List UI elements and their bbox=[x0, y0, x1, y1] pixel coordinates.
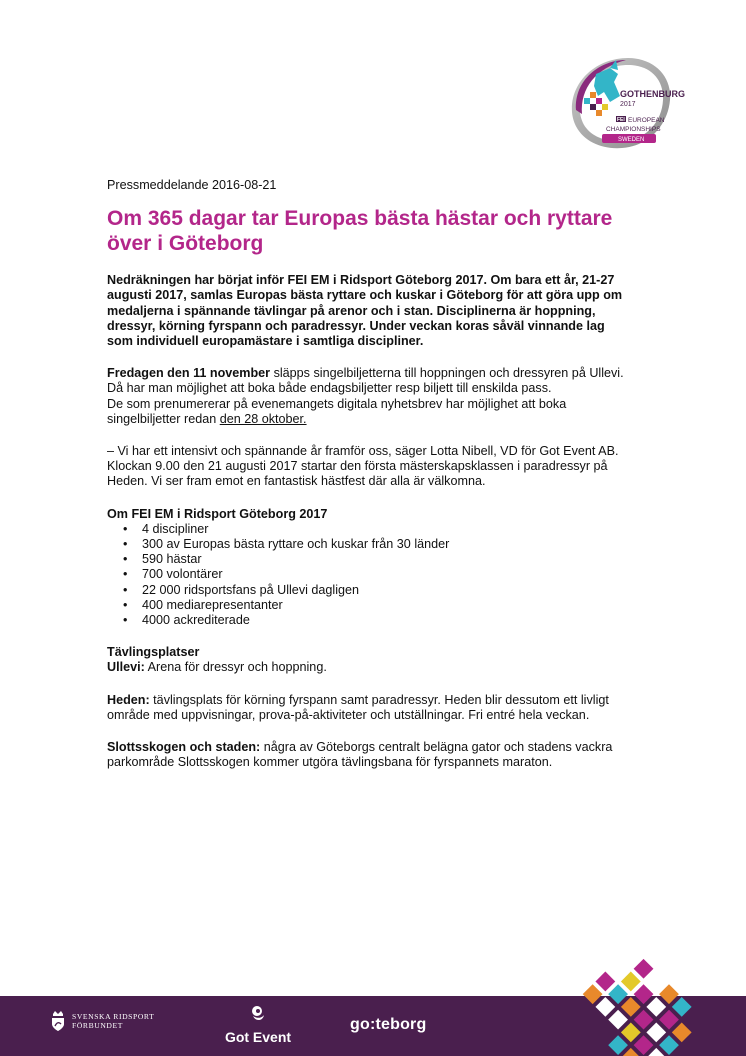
list-item: • 400 mediarepresentanter bbox=[123, 598, 627, 613]
list-item: • 700 volontärer bbox=[123, 567, 627, 582]
list-item: • 22 000 ridsportsfans på Ullevi dagligen bbox=[123, 583, 627, 598]
newsletter-paragraph bbox=[107, 397, 627, 427]
venue-ullevi-name: Ullevi: bbox=[107, 660, 145, 675]
ticket-date: Fredagen den 11 november bbox=[107, 366, 271, 381]
venues-heading: Tävlingsplatser bbox=[107, 645, 200, 660]
press-release-body bbox=[107, 178, 627, 770]
venue-heden-text: tävlingsplats för körning fyrspann samt paradressyr. Heden blir dessutom ett livligt område med uppvisningar, prova-på-aktiviteter och utställningar. Fri entré hela veckan. bbox=[107, 692, 609, 722]
venue-ullevi bbox=[107, 660, 627, 675]
gothenburg-2017-logo bbox=[566, 52, 685, 152]
got-event-logo bbox=[222, 1004, 294, 1045]
ticket-paragraph bbox=[107, 366, 627, 396]
lead-paragraph: Nedräkningen har börjat inför FEI EM i Ridsport Göteborg 2017. Om bara ett år, 21-27 augusti 2017, samlas Europas bästa ryttare och kuskar i Göteborg för att göra upp om medaljerna i spännande tävlingar på arenor och i stan. Disciplinerna är hoppning, dressyr, körning fyrspann och paradressyr. Under veckan koras såväl vinnande lag som individuell europamästare i samtliga discipliner. bbox=[107, 273, 623, 349]
ticket-text: släpps singelbiljetterna till hoppningen och dressyren på Ullevi. Då har man möjlighet att boka både endagsbiljetter resp biljett till enskilda pass. bbox=[107, 366, 624, 396]
logo-european: EUROPEAN bbox=[628, 117, 665, 124]
press-release-date: Pressmeddelande 2016-08-21 bbox=[107, 178, 277, 192]
venue-slottsskogen-name: Slottsskogen och staden: bbox=[107, 740, 261, 755]
venue-slottsskogen bbox=[107, 740, 627, 770]
logo-championships: CHAMPIONSHIPS bbox=[606, 126, 661, 133]
diamond-pattern-decoration bbox=[535, 996, 746, 1056]
logo-city: GOTHENBURG bbox=[620, 89, 685, 99]
list-item: • 4000 ackrediterade bbox=[123, 613, 627, 628]
list-item: • 590 hästar bbox=[123, 552, 627, 567]
list-item: • 300 av Europas bästa ryttare och kuskar från 30 länder bbox=[123, 537, 627, 552]
venue-slottsskogen-text: några av Göteborgs centralt belägna gator och stadens vackra parkområde Slottsskogen kommer utgöra tävlingsbana för fyrspannets maraton. bbox=[107, 740, 613, 770]
goteborg-logo: go:teborg bbox=[350, 1016, 427, 1033]
svrf-line1: SVENSKA RIDSPORT bbox=[72, 1012, 155, 1021]
got-event-icon bbox=[248, 1004, 268, 1024]
got-event-name: Got Event bbox=[224, 1029, 292, 1045]
venue-ullevi-text: Arena för dressyr och hoppning. bbox=[144, 660, 327, 675]
newsletter-text: De som prenumererar på evenemangets digitala nyhetsbrev har möjlighet att boka singelbiljetter redan bbox=[107, 396, 567, 426]
svenska-ridsportforbundet-logo bbox=[50, 1010, 154, 1032]
newsletter-date-link[interactable]: den 28 oktober. bbox=[219, 411, 307, 426]
quote-paragraph: – Vi har ett intensivt och spännande år framför oss, säger Lotta Nibell, VD för Got Event AB. Klockan 9.00 den 21 augusti 2017 startar den första mästerskapsklassen i paradressyr på Heden. Vi ser fram emot en fantastisk hästfest där alla är välkomna. bbox=[107, 444, 619, 489]
venue-heden bbox=[107, 693, 627, 723]
list-item: • 4 discipliner bbox=[123, 522, 627, 537]
facts-heading: Om FEI EM i Ridsport Göteborg 2017 bbox=[107, 506, 328, 521]
logo-country: SWEDEN bbox=[618, 137, 645, 143]
logo-year: 2017 bbox=[620, 101, 636, 108]
facts-list bbox=[123, 522, 627, 628]
venue-heden-name: Heden: bbox=[107, 692, 150, 707]
sponsor-footer bbox=[0, 996, 746, 1056]
svrf-line2: FÖRBUNDET bbox=[72, 1021, 123, 1030]
crown-shield-icon bbox=[50, 1010, 66, 1032]
page-title: Om 365 dagar tar Europas bästa hästar och ryttare över i Göteborg bbox=[107, 207, 613, 256]
logo-fei: FEI bbox=[617, 117, 625, 123]
